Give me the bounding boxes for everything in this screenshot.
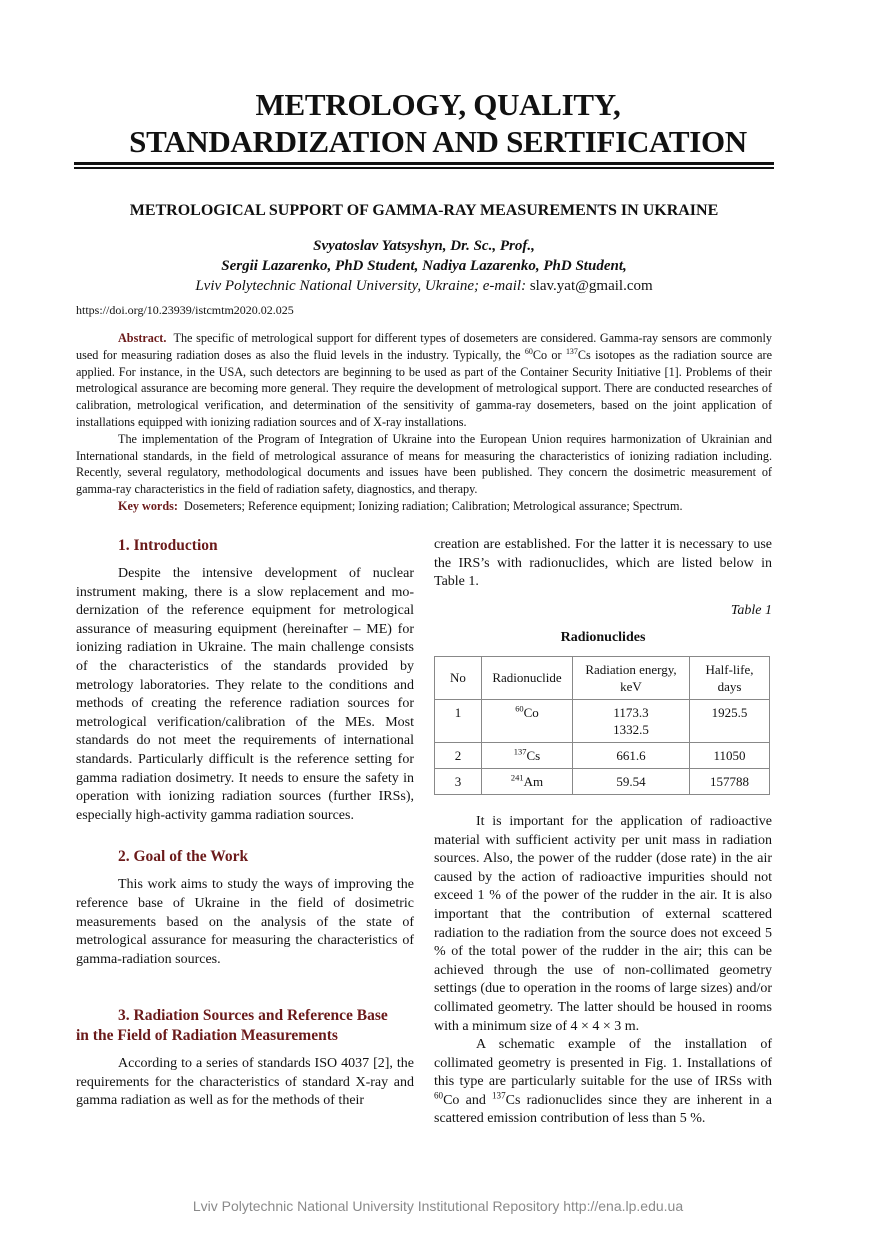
abstract	[76, 330, 772, 515]
cell-no: 2	[435, 742, 482, 768]
cell-no: 1	[435, 699, 482, 742]
isotope-mass: 137	[513, 746, 527, 757]
keywords-label: Key words:	[118, 498, 178, 513]
isotope-mass: 241	[510, 772, 524, 783]
cell-no: 3	[435, 768, 482, 794]
affiliation-line	[74, 276, 774, 296]
isotope-mass: 60	[434, 1090, 444, 1101]
keywords-text: Dosemeters; Reference equipment; Ionizing radiation; Calibration; Metrological assurance; Spectrum.	[184, 498, 683, 513]
cell-half-life: 11050	[690, 742, 770, 768]
column-header: Radionuclide	[482, 656, 573, 699]
column-header: Radiation energy, keV	[573, 656, 690, 699]
isotope-mass: 60	[515, 703, 524, 714]
isotope-mass: 60	[524, 346, 533, 356]
energy-value: 1173.3	[613, 704, 649, 720]
abstract-text: Co or	[532, 347, 566, 362]
isotope-symbol: Co	[523, 704, 539, 720]
table-row	[435, 768, 770, 794]
heading-line: in the Field of Radiation Measurements	[76, 1027, 338, 1045]
isotope-mass: 137	[565, 346, 578, 356]
repository-footer[interactable]: Lviv Polytechnic National University Institutional Repository http://ena.lp.edu.ua	[192, 1198, 684, 1214]
isotope-mass: 137	[492, 1090, 506, 1101]
goal-paragraph: This work aims to study the ways of improving the reference base of Ukraine in the field of dosimetric measurements based on the analysis of the state of metrological assurance for measuring the characteristics of gamma-radiation sources.	[76, 877, 414, 967]
cell-energy: 59.54	[573, 768, 690, 794]
section-heading-introduction: 1. Introduction	[118, 537, 218, 554]
table-header-row	[435, 656, 770, 699]
paragraph-text: A schematic example of the installation of collimated geometry is presented in Fig. 1. Installations of this type are particularly suitable for the use of IRSs with	[434, 1037, 772, 1090]
column-header: Half-life, days	[690, 656, 770, 699]
schematic-paragraph	[434, 1036, 772, 1129]
abstract-label: Abstract.	[118, 331, 167, 345]
isotope-symbol: Am	[523, 773, 544, 789]
table-caption: Table 1	[730, 602, 772, 618]
affiliation: Lviv Polytechnic National University, Ukraine; e-mail:	[195, 278, 527, 294]
section-heading-radiation-sources	[76, 1006, 414, 1046]
cell-radionuclide	[482, 768, 573, 794]
introduction-paragraph: Despite the intensive development of nuclear instrument making, there is a slow replacement and mo-dernization of the reference equipment for metrological assurance of measuring equipment (hereinafter – ME) for ionizing radiation in Ukraine. The main challenge consists of the characteristics of the standards provided by metrology laboratories. They relate to the conditions and methods of creating the reference radiation sources for metrological verification/calibration of the MEs. Most standards do not meet the requirements of international standards. Particularly difficult is the reference setting for gamma radiation dosimetry. It needs to ensure the safety in operation with ionizing radiation sources (further IRSs), especially high-activity gamma radiation sources.	[76, 566, 414, 823]
table-row	[435, 699, 770, 742]
authors-line1: Svyatoslav Yatsyshyn, Dr. Sc., Prof.,	[313, 238, 535, 254]
author-block	[74, 236, 774, 296]
table-row	[435, 742, 770, 768]
abstract-paragraph-2: The implementation of the Program of Integration of Ukraine into the European Union requires harmonization of Ukrainian and International standards, in the field of metrological assurance of means for measuring the characteristics of ionizing radiation including. Recently, several regulatory, methodological documents and issues have been published. They concern the dosimetric measurement of gamma-ray characteristics in the field of radiation safety, diagnostics, and therapy.	[76, 431, 772, 497]
doi-link[interactable]: https://doi.org/10.23939/istcmtm2020.02.025	[76, 303, 294, 317]
right-column	[434, 536, 772, 1129]
isotope-symbol: Cs	[526, 747, 541, 763]
paper-title: METROLOGICAL SUPPORT OF GAMMA-RAY MEASUREMENTS IN UKRAINE	[129, 202, 719, 219]
section-heading-goal: 2. Goal of the Work	[118, 848, 249, 866]
cell-radionuclide	[482, 742, 573, 768]
keywords	[76, 498, 772, 515]
paragraph-text: Cs radionuclides since they are inherent in a scattered emission contribution of less than 5 %.	[434, 1092, 772, 1127]
cell-energy	[573, 699, 690, 742]
abstract-text: The specific of metrological support for different types of dosemeters are considered. Gamma-ray sensors are commonly used for measuring radiation doses as also the fluid levels in the industry. Typically, the	[76, 331, 773, 362]
radionuclides-table	[434, 656, 770, 795]
column-header: No	[435, 656, 482, 699]
cell-radionuclide	[482, 699, 573, 742]
abstract-text: Cs isotopes as the radiation source are applied. For instance, in the USA, such detectors are beginning to be used as part of the Container Security Initiative [1]. Problems of their metrological assurance are becoming more general. They require the development of metrological support. There are conducted researches of calibration, metrological verification, and determination of the sensitivity of gamma-ray dosemeters, based on the joint application of installations equipped with ionizing radiation sources and of X-ray installations.	[76, 347, 772, 429]
importance-paragraph: It is important for the application of radioactive material with sufficient activity per unit mass in radiation sources. Also, the power of the rudder (dose rate) in the air caused by the action of radioactive impurities should not exceed 1 % of the power of the rudder in the air. It is also important that the contribution of external scattered radiation to the radiation from the source does not exceed 5 % of the total power of the rudder in the air; this can be achieved through the use of non-collimated geometry settings (due to operation in the rooms of large sizes) and/or collimated geometry. The latter should be housed in rooms with a minimum size of 4 × 4 × 3 m.	[434, 813, 772, 1034]
cell-half-life: 157788	[690, 768, 770, 794]
radiation-sources-paragraph: According to a series of standards ISO 4037 [2], the requirements for the characteristics of standard X-ray and gamma radiation as well as for the methods of their	[76, 1056, 414, 1109]
left-column	[76, 536, 414, 1111]
cell-energy: 661.6	[573, 742, 690, 768]
paragraph-text: Co and	[443, 1092, 492, 1108]
journal-title-line2: STANDARDIZATION AND SERTIFICATION	[129, 124, 747, 159]
double-rule-bottom	[74, 167, 774, 169]
heading-line: 3. Radiation Sources and Reference Base	[118, 1007, 388, 1025]
abstract-paragraph-1	[76, 330, 772, 431]
table-title: Radionuclides	[560, 630, 646, 646]
cell-half-life: 1925.5	[690, 699, 770, 742]
double-rule-top	[74, 162, 774, 165]
journal-section-title	[74, 86, 802, 160]
continued-paragraph: creation are established. For the latter it is necessary to use the IRS’s with radionuclides, which are listed below in Table 1.	[434, 537, 772, 590]
journal-title-line1: METROLOGY, QUALITY,	[255, 87, 621, 122]
energy-value: 1332.5	[613, 721, 649, 737]
email-link[interactable]: slav.yat@gmail.com	[529, 278, 653, 294]
authors-line2: Sergii Lazarenko, PhD Student, Nadiya Lazarenko, PhD Student,	[221, 258, 627, 274]
